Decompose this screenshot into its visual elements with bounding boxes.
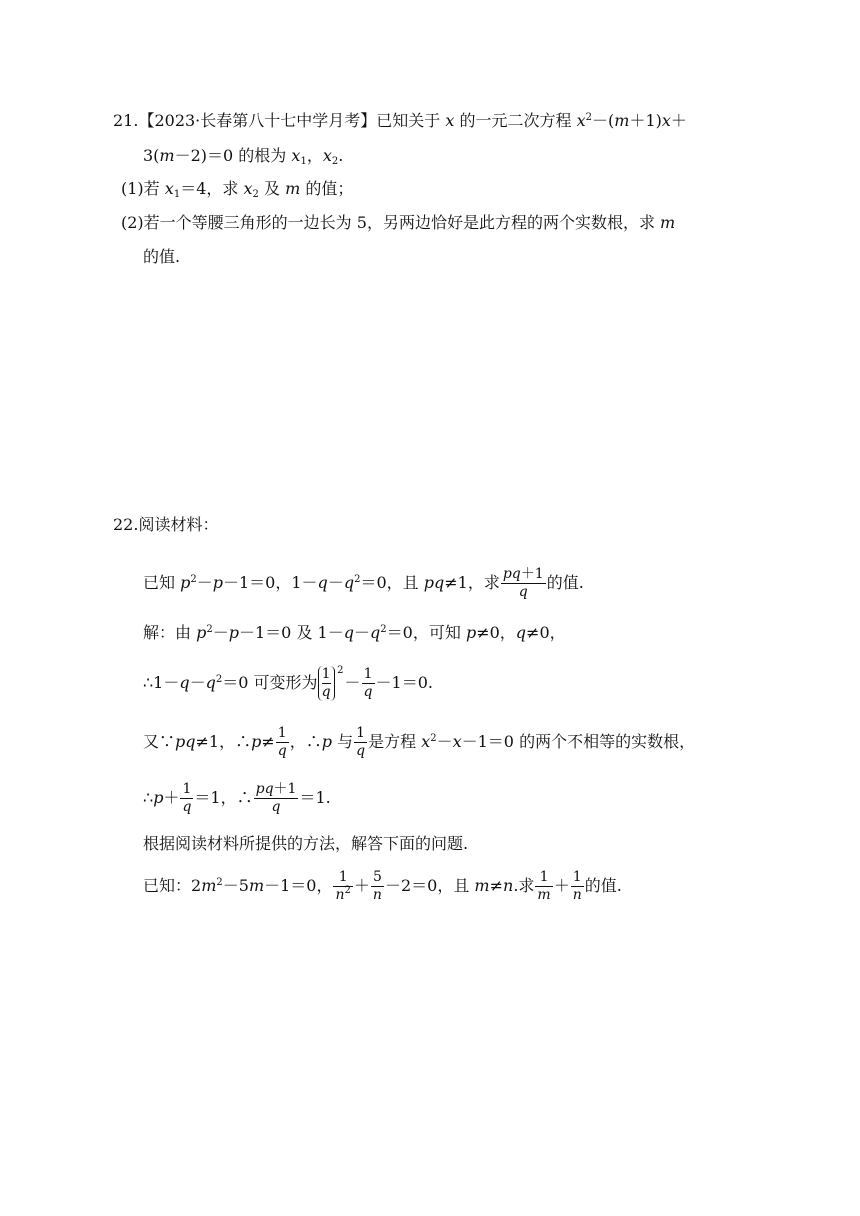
q21-line-1: 21.【2023·长春第八十七中学月考】已知关于 x 的一元二次方程 $x^2-(m+1)x+$	[113, 111, 687, 130]
q21-source: 【2023·长春第八十七中学月考】	[138, 111, 377, 130]
q21-part-2-cont: 的值.	[143, 247, 181, 266]
q22-solution-2: $\therefore 1-q-q^2=0$ 可变形为 1 q 2 － $\frac{1}{q}$ －1＝0.	[143, 665, 433, 700]
fraction-pq1-over-q: $\frac{pq+1}{q}$	[502, 566, 544, 600]
q22-task: 已知：$2m^2-5m-1=0$， $\frac{1}{n^2}$ ＋ $\frac{5}{n}$ －2＝0，且 m≠n.求 $\frac{1}{m}$ ＋ $\frac{1}{n}$ 的值.	[143, 869, 622, 903]
q22-number: 22.	[113, 515, 139, 534]
q21-number: 21.	[113, 111, 139, 130]
q22-given: 已知 $p^2-p-1=0$，$1-q-q^2=0$，且 pq≠1，求 $\frac{pq+1}{q}$ 的值.	[143, 566, 584, 600]
q22-title: 22.阅读材料：	[113, 515, 219, 534]
q22-solution-4: ∴p＋ $\frac{1}{q}$ ＝1，∴ $\frac{pq+1}{q}$ ＝1.	[143, 781, 331, 815]
q21-part-1: (1)若 $x_1=4$，求 $x_2$ 及 m 的值；	[121, 179, 354, 200]
q22-solution-3: 又∵pq≠1，∴p≠ $\frac{1}{q}$ ，∴p 与 $\frac{1}{q}$ 是方程 $x^2-x-1=0$ 的两个不相等的实数根，	[143, 725, 696, 759]
q21-equation: $x^2-(m+1)x+$	[576, 111, 687, 130]
q22-instruction: 根据阅读材料所提供的方法，解答下面的问题.	[143, 834, 469, 853]
q21-line-2: 3(m－2)＝0 的根为 $x_1$，$x_2$.	[143, 146, 344, 167]
paren-1-over-q-squared: 1 q 2	[318, 666, 335, 701]
q22-solution-1: 解：由 $p^2-p-1=0$ 及 $1-q-q^2=0$，可知 p≠0，q≠0，	[143, 623, 566, 642]
q21-part-2: (2)若一个等腰三角形的一边长为 5，另两边恰好是此方程的两个实数根，求 m	[121, 213, 676, 232]
